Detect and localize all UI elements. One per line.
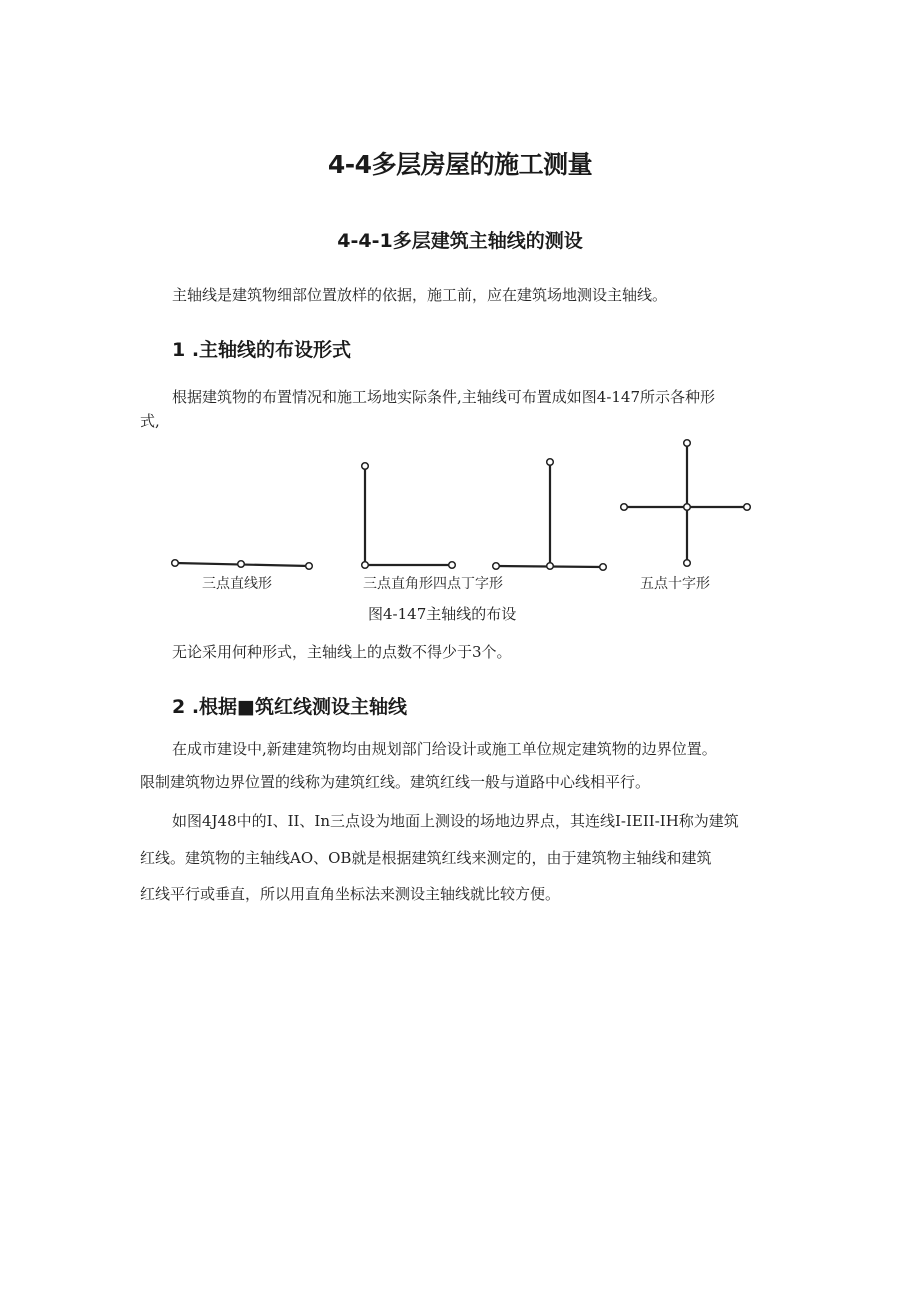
axis-point — [744, 504, 751, 511]
axis-point — [547, 459, 554, 466]
axis-point — [238, 561, 245, 568]
axis-point — [621, 504, 628, 511]
axis-point — [362, 463, 369, 470]
axis-point — [172, 560, 179, 567]
section-2-paragraph-2-line-2: 红线。建筑物的主轴线AO、OB就是根据建筑红线来测定的，由于建筑物主轴线和建筑 — [140, 849, 712, 867]
section-1-heading: 1 .主轴线的布设形式 — [172, 339, 352, 361]
axis-point — [362, 562, 369, 569]
intro-paragraph: 主轴线是建筑物细部位置放样的依据，施工前，应在建筑场地测设主轴线。 — [172, 286, 668, 304]
axis-point — [684, 440, 691, 447]
section-subtitle: 4-4-1多层建筑主轴线的测设 — [337, 230, 583, 252]
section-2-paragraph-1-line-1: 在成市建设中,新建建筑物均由规划部门给设计或施工单位规定建筑物的边界位置。 — [172, 740, 717, 758]
axis-point — [493, 563, 500, 570]
axis-point — [449, 562, 456, 569]
section-2-paragraph-2-line-1: 如图4J48中的I、II、In三点设为地面上测设的场地边界点，其连线I-IEII-IH称为建筑 — [172, 812, 739, 830]
section-2-paragraph-2-line-3: 红线平行或垂直，所以用直角坐标法来测设主轴线就比较方便。 — [140, 885, 561, 903]
three-point-right-angle-diagram — [362, 463, 456, 569]
page-title: 4-4多层房屋的施工测量 — [327, 150, 593, 179]
section-2-heading: 2 .根据■筑红线测设主轴线 — [172, 696, 408, 718]
axis-point — [547, 563, 554, 570]
three-point-straight-diagram — [172, 560, 313, 570]
section-1-paragraph-line-2: 式, — [140, 412, 160, 430]
four-point-t-shape-diagram — [493, 459, 607, 571]
note-paragraph: 无论采用何种形式，主轴线上的点数不得少于3个。 — [172, 643, 512, 661]
label-three-point-straight: 三点直线形 — [202, 576, 272, 592]
section-1-paragraph-line-1: 根据建筑物的布置情况和施工场地实际条件,主轴线可布置成如图4-147所示各种形 — [172, 388, 716, 406]
five-point-cross-diagram — [621, 440, 751, 567]
label-four-point-t-shape: 四点丁字形 — [433, 576, 503, 592]
section-2-paragraph-1-line-2: 限制建筑物边界位置的线称为建筑红线。建筑红线一般与道路中心线相平行。 — [140, 773, 651, 791]
axis-point — [600, 564, 607, 571]
axis-point — [684, 504, 691, 511]
label-five-point-cross: 五点十字形 — [640, 576, 710, 592]
label-three-point-right-angle: 三点直角形 — [363, 576, 433, 592]
axis-point — [306, 563, 313, 570]
axis-point — [684, 560, 691, 567]
figure-caption: 图4-147主轴线的布设 — [368, 605, 517, 623]
